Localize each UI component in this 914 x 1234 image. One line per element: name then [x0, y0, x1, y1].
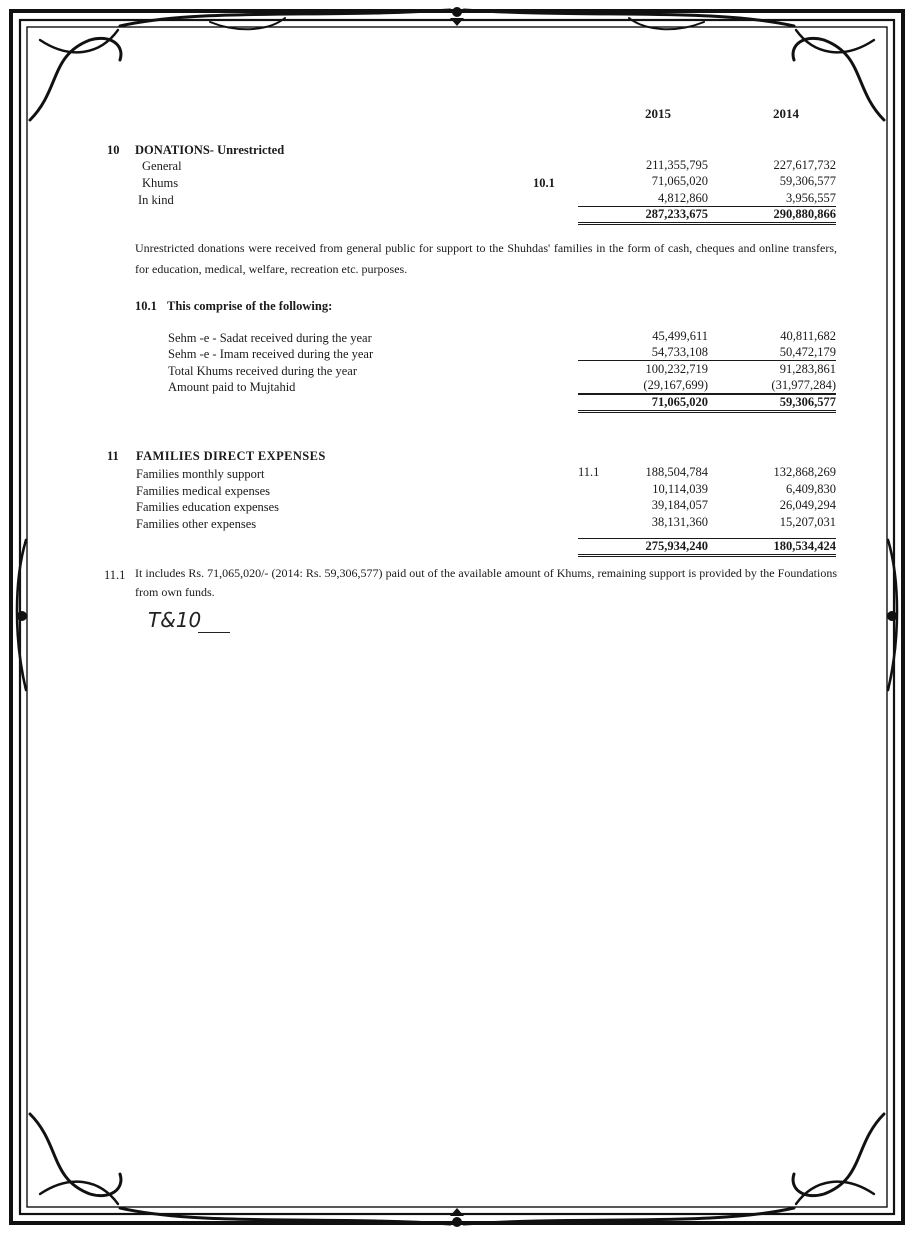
- note-10-1-total-2015: 71,065,020: [578, 394, 708, 413]
- note-11-total-2015: 275,934,240: [578, 538, 708, 557]
- note-10-title: DONATIONS- Unrestricted: [135, 143, 285, 157]
- annotation-underline: [198, 632, 230, 633]
- note-11-1-number: 11.1: [104, 568, 126, 582]
- note-10-row-2015: 211,355,795: [645, 158, 708, 172]
- note-10-1-row-2014: (31,977,284): [706, 378, 836, 394]
- note-11-row-label: Families other expenses: [136, 517, 257, 531]
- handwritten-annotation: T&10: [148, 608, 202, 632]
- note-10-row-2014: 227,617,732: [773, 158, 836, 172]
- note-10-1-row-2015: (29,167,699): [578, 378, 708, 394]
- note-10-1-row-2015: 54,733,108: [578, 345, 708, 361]
- note-10-1-row-label: Sehm -e - Imam received during the year: [168, 347, 374, 361]
- note-10-1-row-2015: 100,232,719: [645, 362, 708, 376]
- note-10-total-2014: 290,880,866: [706, 206, 836, 225]
- note-11-row-label: Families education expenses: [136, 500, 280, 514]
- note-11-row-2015: 188,504,784: [645, 465, 708, 479]
- note-11-total-2014: 180,534,424: [706, 538, 836, 557]
- note-11-row-2014: 26,049,294: [779, 498, 836, 512]
- note-10-row-ref: 10.1: [533, 176, 555, 190]
- note-10-1-title: This comprise of the following:: [167, 299, 333, 313]
- note-11-row-2015: 10,114,039: [652, 482, 708, 496]
- note-10-paragraph: Unrestricted donations were received from general public for support to the Shuhdas' families in the form of cash, cheques and online transfers, for education, medical, welfare, recreation etc. purposes.: [135, 241, 837, 276]
- note-10-1-row-2014: 91,283,861: [779, 362, 836, 376]
- note-10-total-2015: 287,233,675: [578, 206, 708, 225]
- column-header-2015: 2015: [645, 106, 671, 121]
- note-10-row-label: Khums: [142, 176, 179, 190]
- note-10-row-2015: 71,065,020: [651, 174, 708, 188]
- note-11-1-text: It includes Rs. 71,065,020/- (2014: Rs. 59,306,577) paid out of the available amount of Khums, remaining support is provided by the Foundations from own funds.: [135, 566, 837, 599]
- note-11-number: 11: [107, 449, 119, 463]
- note-11-row-2014: 132,868,269: [773, 465, 836, 479]
- note-10-row-2014: 59,306,577: [779, 174, 836, 188]
- note-10-row-label: General: [142, 159, 182, 173]
- note-11-row-label: Families medical expenses: [136, 484, 270, 498]
- note-11-row-2014: 15,207,031: [779, 515, 836, 529]
- note-10-1-row-2015: 45,499,611: [652, 329, 708, 343]
- note-10-1-row-label: Sehm -e - Sadat received during the year: [168, 331, 372, 345]
- note-10-row-label: In kind: [138, 193, 174, 207]
- note-11-row-ref: 11.1: [578, 465, 600, 479]
- note-10-1-row-label: Amount paid to Mujtahid: [168, 380, 296, 394]
- note-10-number: 10: [107, 143, 120, 157]
- note-10-1-total-2014: 59,306,577: [706, 394, 836, 413]
- note-10-1-row-label: Total Khums received during the year: [168, 364, 357, 378]
- note-10-1-row-2014: 50,472,179: [706, 345, 836, 361]
- note-11-row-2014: 6,409,830: [786, 482, 836, 496]
- note-11-row-2015: 38,131,360: [651, 515, 708, 529]
- note-11-row-2015: 39,184,057: [651, 498, 708, 512]
- column-header-2014: 2014: [773, 106, 799, 121]
- note-10-row-2015: 4,812,860: [578, 191, 708, 207]
- note-11-title: FAMILIES DIRECT EXPENSES: [136, 449, 326, 463]
- note-10-row-2014: 3,956,557: [706, 191, 836, 207]
- note-10-1-number: 10.1: [135, 299, 157, 313]
- note-10-1-row-2014: 40,811,682: [780, 329, 836, 343]
- note-11-row-label: Families monthly support: [136, 467, 265, 481]
